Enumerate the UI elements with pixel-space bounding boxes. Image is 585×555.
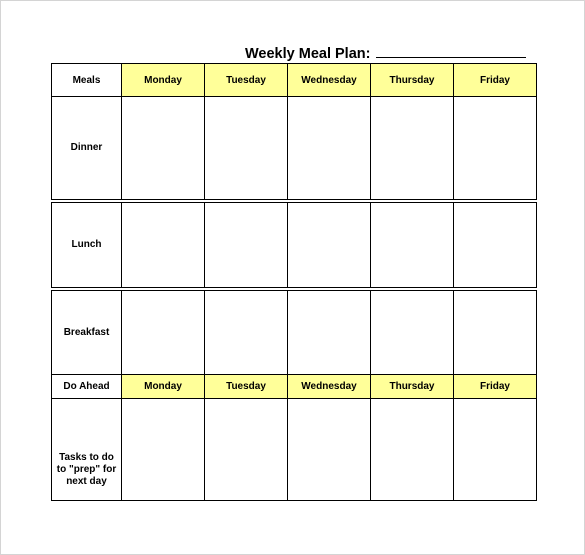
meals-header: Meals <box>52 64 122 97</box>
title-text: Weekly Meal Plan: <box>245 46 371 62</box>
lunch-wednesday-cell[interactable] <box>288 201 371 289</box>
lunch-monday-cell[interactable] <box>122 201 205 289</box>
header-day-friday: Friday <box>454 64 537 97</box>
lunch-thursday-cell[interactable] <box>371 201 454 289</box>
header-day-thursday: Thursday <box>371 64 454 97</box>
tasks-thursday-cell[interactable] <box>371 399 454 501</box>
breakfast-row <box>52 289 537 375</box>
tasks-label: Tasks to do to "prep" for next day <box>52 399 122 501</box>
breakfast-tuesday-cell[interactable] <box>205 289 288 375</box>
dinner-friday-cell[interactable] <box>454 97 537 201</box>
header-day-monday: Monday <box>122 64 205 97</box>
breakfast-thursday-cell[interactable] <box>371 289 454 375</box>
tasks-row <box>52 399 537 501</box>
dinner-monday-cell[interactable] <box>122 97 205 201</box>
lunch-friday-cell[interactable] <box>454 201 537 289</box>
do-ahead-header-row <box>52 375 537 399</box>
tasks-friday-cell[interactable] <box>454 399 537 501</box>
lunch-row <box>52 201 537 289</box>
do-ahead-day-thursday: Thursday <box>371 375 454 399</box>
do-ahead-day-wednesday: Wednesday <box>288 375 371 399</box>
header-day-wednesday: Wednesday <box>288 64 371 97</box>
do-ahead-day-friday: Friday <box>454 375 537 399</box>
tasks-tuesday-cell[interactable] <box>205 399 288 501</box>
breakfast-wednesday-cell[interactable] <box>288 289 371 375</box>
dinner-wednesday-cell[interactable] <box>288 97 371 201</box>
page-title <box>245 46 526 62</box>
meal-plan-table <box>51 63 537 501</box>
dinner-row <box>52 97 537 201</box>
dinner-tuesday-cell[interactable] <box>205 97 288 201</box>
tasks-wednesday-cell[interactable] <box>288 399 371 501</box>
breakfast-label: Breakfast <box>52 289 122 375</box>
breakfast-monday-cell[interactable] <box>122 289 205 375</box>
header-day-tuesday: Tuesday <box>205 64 288 97</box>
tasks-monday-cell[interactable] <box>122 399 205 501</box>
title-blank-line[interactable] <box>376 46 526 58</box>
lunch-tuesday-cell[interactable] <box>205 201 288 289</box>
do-ahead-day-monday: Monday <box>122 375 205 399</box>
dinner-label: Dinner <box>52 97 122 201</box>
do-ahead-label: Do Ahead <box>52 375 122 399</box>
dinner-thursday-cell[interactable] <box>371 97 454 201</box>
do-ahead-day-tuesday: Tuesday <box>205 375 288 399</box>
breakfast-friday-cell[interactable] <box>454 289 537 375</box>
header-row <box>52 64 537 97</box>
lunch-label: Lunch <box>52 201 122 289</box>
